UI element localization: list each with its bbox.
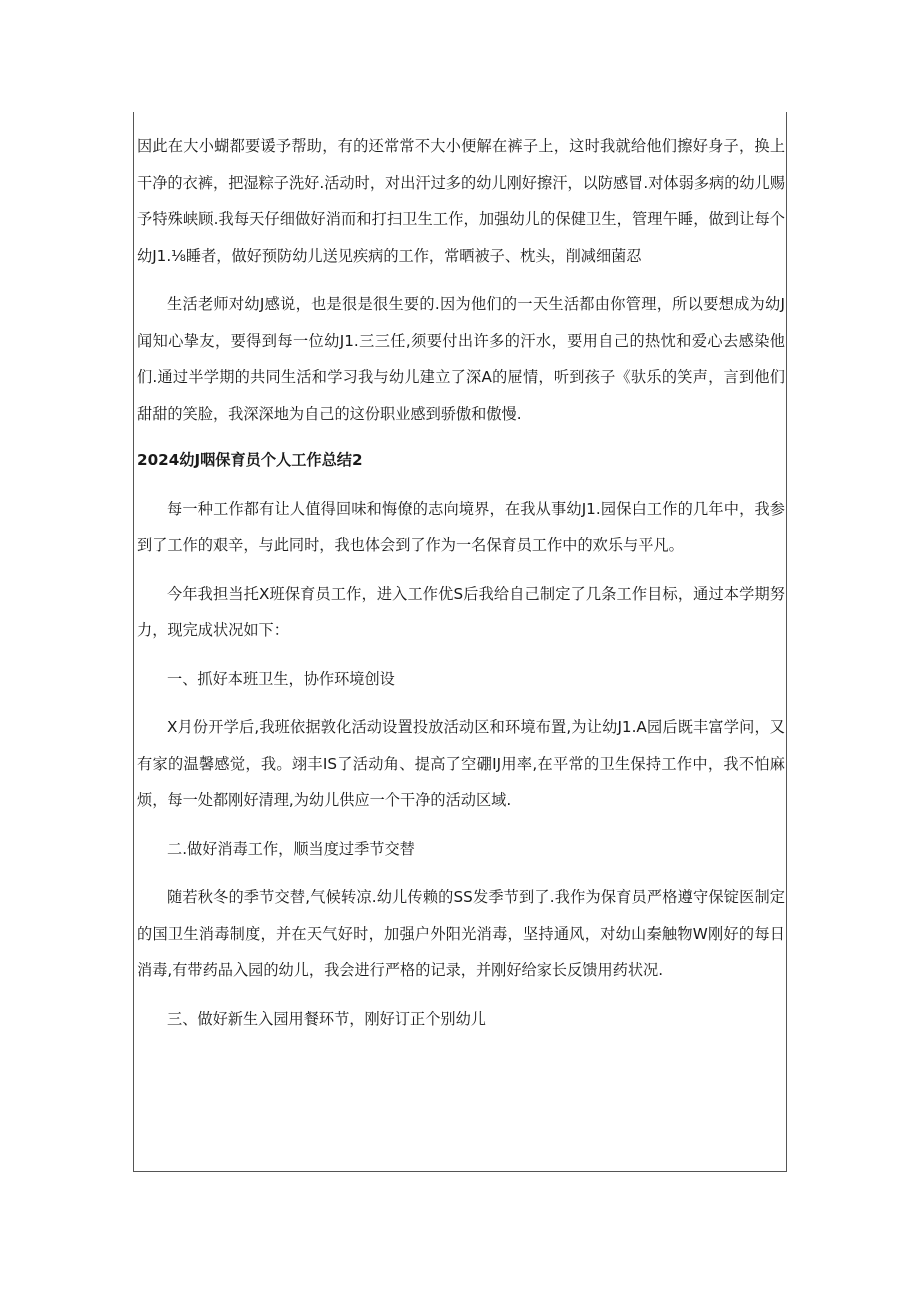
paragraph-continued: 因此在大小蝴都要谖予帮助，有的还常常不大小便解在裤子上，这时我就给他们擦好身子，换上干净的衣裤，把湿粽子洗好.活动时，对出汗过多的幼儿刚好擦汗，以防感冒.对体弱多病的幼儿赐予特殊峡顾.我每天仔细做好消而和打扫卫生工作，加强幼儿的保健卫生，管理午睡，做到让每个幼J1.⅛睡者，做好预防幼儿送见疾病的工作，常晒被子、枕头，削减细菌忍	[137, 137, 785, 265]
paragraph-disinfection: 随若秋冬的季节交替,气候转凉.幼儿传赖的SS发季节到了.我作为保育员严格遵守保锭医制定的国卫生消毒制度，并在天气好时，加强户外阳光消毒，坚持通风，对幼山秦触物W刚好的每日消毒,有带药品入园的幼儿，我会进行严格的记录，并刚好给家长反馈用药状况.	[137, 888, 785, 979]
document-body	[137, 128, 785, 1037]
paragraph-hygiene: X月份开学后,我班依据敦化活动设置投放活动区和环境布置,为让幼J1.A园后既丰富学问，又有家的温馨感觉，我。翊丰IS了活动角、提高了空硼IJ用率,在平常的卫生保持工作中，我不怕麻烦，每一处都刚好清理,为幼儿供应一个干净的活动区域.	[137, 718, 785, 809]
paragraph-intro: 每一种工作都有让人值得回味和悔僚的志向境界，在我从事幼J1.园保白工作的几年中，我参到了工作的艰辛，与此同时，我也体会到了作为一名保育员工作中的欢乐与平凡。	[137, 499, 785, 554]
subheading-hygiene: 一、抓好本班卫生，协作环境创设	[167, 669, 395, 688]
subheading-disinfection: 二.做好消毒工作，顺当度过季节交替	[167, 839, 415, 858]
paragraph-goals: 今年我担当托X班保育员工作，进入工作优S后我给自己制定了几条工作目标，通过本学期努力，现完成状况如下：	[137, 584, 785, 639]
paragraph-life-teacher: 生活老师对幼J感说，也是很是很生要的.因为他们的一天生活都由你管理，所以要想成为幼J闻知心挚友，要得到每一位幼J1.三三任,须要付出许多的汗水，要用自己的热忱和爱心去感染他们.通过半学期的共同生活和学习我与幼儿建立了深A的屉情，听到孩子《驮乐的笑声，言到他们甜甜的笑脸，我深深地为自己的这份职业感到骄傲和傲慢.	[137, 295, 785, 423]
subheading-meals: 三、做好新生入园用餐环节，刚好订正个别幼儿	[167, 1009, 486, 1028]
section-title: 2024幼J咽保育员个人工作总结2	[137, 451, 363, 469]
